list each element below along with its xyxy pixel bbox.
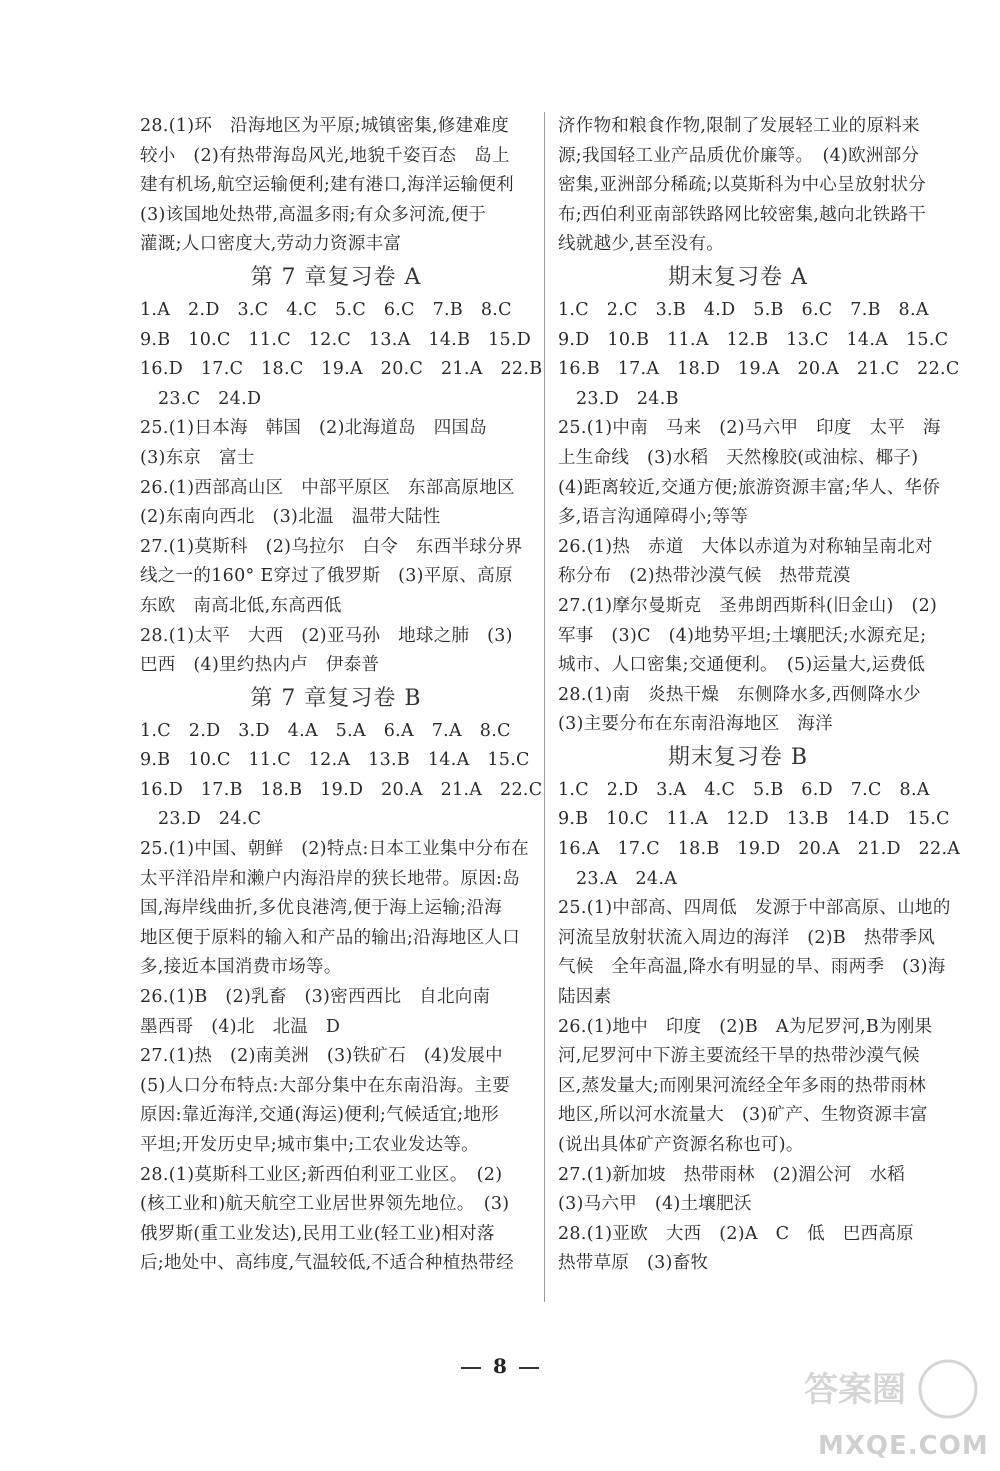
answer-line: 9.B 10.C 11.C 12.C 13.A 14.B 15.D bbox=[140, 329, 532, 350]
answer-line: 太平洋沿岸和濑户内海沿岸的狭长地带。原因:岛 bbox=[140, 868, 520, 889]
answer-line: (3)马六甲 (4)土壤肥沃 bbox=[558, 1194, 752, 1215]
answer-line: 平坦;开发历史早;城市集中;工农业发达等。 bbox=[140, 1135, 479, 1155]
answer-line: 1.C 2.D 3.A 4.C 5.B 6.D 7.C 8.A bbox=[558, 779, 930, 800]
answer-line: 1.A 2.D 3.C 4.C 5.C 6.C 7.B 8.C bbox=[140, 299, 512, 320]
answer-line: 巴西 (4)里约热内卢 伊泰普 bbox=[140, 655, 380, 676]
answer-line: 源;我国轻工业产品质优价廉等。 (4)欧洲部分 bbox=[558, 145, 920, 166]
answer-line: 28.(1)南 炎热干燥 东侧降水多,西侧降水少 bbox=[558, 684, 921, 705]
answer-line: 地区,所以河水流量大 (3)矿产、生物资源丰富 bbox=[558, 1105, 928, 1126]
answer-line: 28.(1)太平 大西 (2)亚马孙 地球之肺 (3) bbox=[140, 625, 513, 646]
answer-line: 9.D 10.B 11.A 12.B 13.C 14.A 15.C bbox=[558, 329, 949, 350]
answer-line: 9.B 10.C 11.C 12.A 13.B 14.A 15.C bbox=[140, 750, 530, 771]
column-divider bbox=[544, 112, 545, 1302]
answer-line: (核工业和)航天航空工业居世界领先地位。 (3) bbox=[140, 1194, 510, 1215]
answer-line: 27.(1)新加坡 热带雨林 (2)湄公河 水稻 bbox=[558, 1164, 906, 1185]
answer-line: 密集,亚洲部分稀疏;以莫斯科为中心呈放射状分 bbox=[558, 175, 927, 196]
watermark-logo-text: 答案圈 bbox=[804, 1370, 906, 1410]
answer-line: 陆因素 bbox=[558, 987, 612, 1008]
answer-line: 墨西哥 (4)北 北温 D bbox=[140, 1016, 341, 1037]
answer-line: (2)东南向西北 (3)北温 温带大陆性 bbox=[140, 507, 441, 528]
watermark-logo-icon bbox=[798, 1353, 978, 1423]
section-heading: 第 7 章复习卷 A bbox=[250, 264, 422, 290]
answer-line: 9.B 10.C 11.A 12.D 13.B 14.D 15.C bbox=[558, 809, 950, 830]
answer-line: (5)人口分布特点:大部分集中在东南沿海。主要 bbox=[140, 1075, 511, 1096]
answer-line: 地区便于原料的输入和产品的输出;沿海地区人口 bbox=[140, 927, 520, 948]
answer-line: 灌溉;人口密度大,劳动力资源丰富 bbox=[140, 234, 402, 255]
answer-line: 23.D 24.B bbox=[576, 388, 679, 409]
answer-line: 27.(1)摩尔曼斯克 圣弗朗西斯科(旧金山) (2) bbox=[558, 595, 938, 616]
answer-line: 城市、人口密集;交通便利。 (5)运量大,运费低 bbox=[558, 655, 926, 676]
answer-line: 27.(1)热 (2)南美洲 (3)铁矿石 (4)发展中 bbox=[140, 1046, 503, 1067]
answer-line: 上生命线 (3)水稻 天然橡胶(或油棕、椰子) bbox=[558, 447, 919, 468]
page-number-dash-left bbox=[461, 1367, 481, 1369]
answer-line: 1.C 2.D 3.D 4.A 5.A 6.A 7.A 8.C bbox=[140, 720, 511, 741]
answer-line: 16.D 17.B 18.B 19.D 20.A 21.A 22.C bbox=[140, 779, 543, 800]
answer-line: 济作物和粮食作物,限制了发展轻工业的原料来 bbox=[558, 116, 920, 136]
left-column bbox=[140, 112, 543, 1279]
answer-line: 军事 (3)C (4)地势平坦;土壤肥沃;水源充足; bbox=[558, 625, 927, 646]
answer-line: 河流呈放射状流入周边的海洋 (2)B 热带季风 bbox=[558, 927, 936, 948]
answer-line: 26.(1)B (2)乳畜 (3)密西西比 自北向南 bbox=[140, 987, 491, 1008]
answer-line: (说出具体矿产资源名称也可)。 bbox=[558, 1135, 804, 1155]
answer-line: 线之一的160° E穿过了俄罗斯 (3)平原、高原 bbox=[140, 566, 513, 587]
answer-line: (3)该国地处热带,高温多雨;有众多河流,便于 bbox=[140, 204, 487, 225]
answer-line: (4)距离较近,交通方便;旅游资源丰富;华人、华侨 bbox=[558, 477, 941, 498]
answer-line: 23.C 24.D bbox=[158, 388, 262, 409]
answer-line: 28.(1)亚欧 大西 (2)A C 低 巴西高原 bbox=[558, 1223, 914, 1244]
answer-line: 16.D 17.C 18.C 19.A 20.C 21.A 22.B bbox=[140, 359, 543, 380]
watermark bbox=[798, 1353, 989, 1461]
page-number-dash-right bbox=[519, 1367, 539, 1369]
answer-line: 原因:靠近海洋,交通(海运)便利;气候适宜;地形 bbox=[140, 1105, 500, 1126]
answer-line: 河,尼罗河中下游主要流经干旱的热带沙漠气候 bbox=[558, 1046, 920, 1067]
answer-line: 25.(1)中南 马来 (2)马六甲 印度 太平 海 bbox=[558, 418, 941, 439]
answer-line: 多,语言沟通障碍小;等等 bbox=[558, 507, 749, 528]
answer-line: 俄罗斯(重工业发达),民用工业(轻工业)相对落 bbox=[140, 1223, 495, 1244]
answer-line: 气候 全年高温,降水有明显的旱、雨两季 (3)海 bbox=[558, 957, 946, 978]
section-heading: 期末复习卷 A bbox=[668, 264, 808, 290]
section-heading: 第 7 章复习卷 B bbox=[250, 685, 422, 711]
answer-line: 23.A 24.A bbox=[576, 868, 678, 889]
answer-line: 布;西伯利亚南部铁路网比较密集,越向北铁路干 bbox=[558, 204, 927, 225]
section-heading: 期末复习卷 B bbox=[667, 744, 809, 770]
answer-line: 热带草原 (3)畜牧 bbox=[558, 1253, 709, 1274]
answer-line: 25.(1)日本海 韩国 (2)北海道岛 四国岛 bbox=[140, 418, 488, 439]
answer-line: 建有机场,航空运输便利;建有港口,海洋运输便利 bbox=[140, 175, 514, 196]
answer-line: 27.(1)莫斯科 (2)乌拉尔 白令 东西半球分界 bbox=[140, 536, 523, 557]
answer-line: 16.B 17.A 18.D 19.A 20.A 21.C 22.C bbox=[558, 359, 960, 380]
answer-line: 26.(1)热 赤道 大体以赤道为对称轴呈南北对 bbox=[558, 536, 933, 557]
answer-line: 28.(1)莫斯科工业区;新西伯利亚工业区。 (2) bbox=[140, 1164, 503, 1185]
answer-line: 称分布 (2)热带沙漠气候 热带荒漠 bbox=[558, 566, 851, 587]
answer-line: 区,蒸发量大;而刚果河流经全年多雨的热带雨林 bbox=[558, 1075, 927, 1096]
answer-line: 26.(1)西部高山区 中部平原区 东部高原地区 bbox=[140, 477, 515, 498]
answer-line: 后;地处中、高纬度,气温较低,不适合种植热带经 bbox=[140, 1253, 514, 1274]
answer-line: 26.(1)地中 印度 (2)B A为尼罗河,B为刚果 bbox=[558, 1016, 933, 1037]
answer-line: 线就越少,甚至没有。 bbox=[558, 234, 725, 255]
answer-line: (3)主要分布在东南沿海地区 海洋 bbox=[558, 714, 833, 735]
answer-line: 东欧 南高北低,东高西低 bbox=[140, 595, 342, 616]
answer-line: 1.C 2.C 3.B 4.D 5.B 6.C 7.B 8.A bbox=[558, 299, 929, 320]
watermark-url: MXQE.COM bbox=[818, 1431, 989, 1461]
answer-line: 28.(1)环 沿海地区为平原;城镇密集,修建难度 bbox=[140, 116, 510, 136]
answer-line: 25.(1)中部高、四周低 发源于中部高原、山地的 bbox=[558, 898, 951, 919]
answer-line: 多,接近本国消费市场等。 bbox=[140, 957, 342, 978]
right-column bbox=[558, 112, 961, 1279]
answer-line: 较小 (2)有热带海岛风光,地貌千姿百态 岛上 bbox=[140, 145, 510, 166]
page-number-value: 8 bbox=[493, 1354, 507, 1378]
answer-line: 16.A 17.C 18.B 19.D 20.A 21.D 22.A bbox=[558, 839, 961, 860]
answer-line: 23.D 24.C bbox=[158, 809, 262, 830]
answer-line: (3)东京 富士 bbox=[140, 447, 255, 468]
answer-line: 国,海岸线曲折,多优良港湾,便于海上运输;沿海 bbox=[140, 898, 502, 919]
answer-line: 25.(1)中国、朝鲜 (2)特点:日本工业集中分布在 bbox=[140, 839, 529, 860]
